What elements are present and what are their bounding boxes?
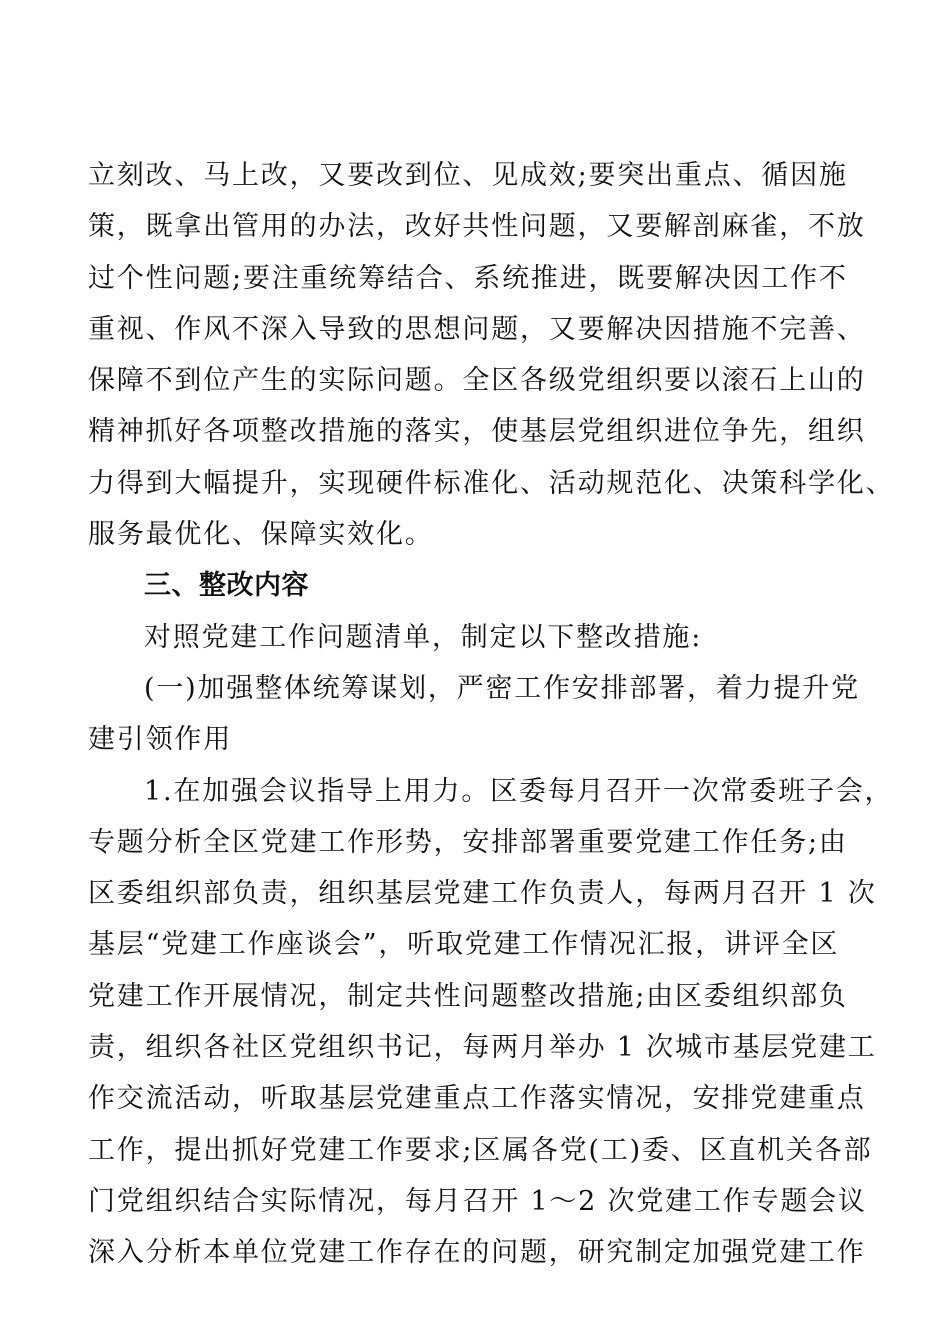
item-line: 区委组织部负责，组织基层党建工作负责人，每两月召开 1 次 (88, 878, 877, 910)
item-line: 党建工作开展情况，制定共性问题整改措施;由区委组织部负 (88, 980, 848, 1012)
subsection-title-line: 建引领作用 (88, 724, 232, 756)
paragraph-line: 力得到大幅提升，实现硬件标准化、活动规范化、决策科学化、 (88, 467, 895, 499)
paragraph-line: 保障不到位产生的实际问题。全区各级党组织要以滚石上山的 (88, 365, 866, 397)
paragraph-line: 精神抓好各项整改措施的落实，使基层党组织进位争先，组织 (88, 416, 866, 448)
paragraph-line: 策，既拿出管用的办法，改好共性问题，又要解剖麻雀，不放 (88, 211, 866, 243)
document-body (88, 150, 895, 1279)
item-line: 1.在加强会议指导上用力。区委每月召开一次常委班子会， (144, 775, 894, 807)
paragraph-line: 重视、作风不深入导致的思想问题，又要解决因措施不完善、 (88, 313, 866, 345)
item-line: 基层“党建工作座谈会”，听取党建工作情况汇报，讲评全区 (88, 929, 840, 961)
paragraph-line: 过个性问题;要注重统筹结合、系统推进，既要解决因工作不 (88, 262, 848, 294)
section-heading: 三、整改内容 (144, 570, 309, 602)
item-line: 作交流活动，听取基层党建重点工作落实情况，安排党建重点 (88, 1083, 866, 1115)
item-line: 门党组织结合实际情况，每月召开 1～2 次党建工作专题会议 (88, 1185, 867, 1217)
paragraph-line: 立刻改、马上改，又要改到位、见成效;要突出重点、循因施 (88, 160, 848, 191)
section-intro: 对照党建工作问题清单，制定以下整改措施: (144, 621, 703, 653)
item-line: 深入分析本单位党建工作存在的问题，研究制定加强党建工作 (88, 1237, 866, 1269)
item-line: 工作，提出抓好党建工作要求;区属各党(工)委、区直机关各部 (88, 1134, 873, 1166)
paragraph-line: 服务最优化、保障实效化。 (88, 519, 434, 551)
subsection-title-line: (一)加强整体统筹谋划，严密工作安排部署，着力提升党 (144, 672, 860, 704)
item-line: 专题分析全区党建工作形势，安排部署重要党建工作任务;由 (88, 826, 848, 858)
item-line: 责，组织各社区党组织书记，每两月举办 1 次城市基层党建工 (88, 1032, 877, 1064)
